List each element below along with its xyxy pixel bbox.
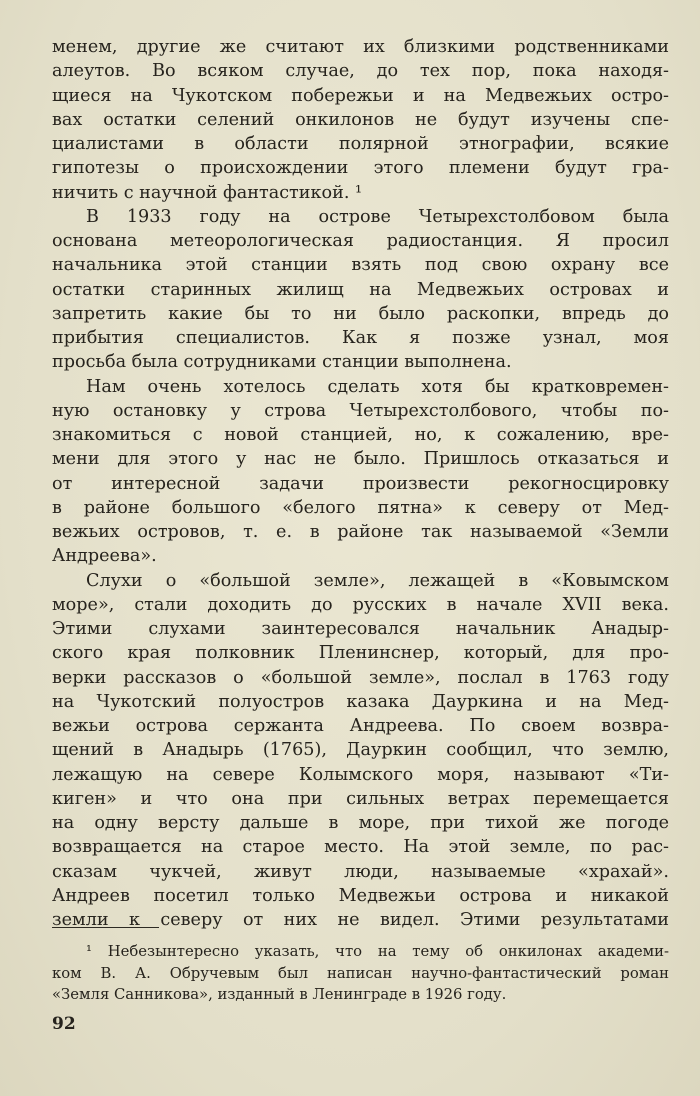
text-line: прибытия специалистов. Как я позже узнал, моя — [52, 328, 669, 348]
text-line: Андреева». — [52, 546, 157, 567]
text-line: Этими слухами заинтересовался начальник Анадыр- — [52, 619, 669, 639]
text-line: запретить какие бы то ни было раскопки, впредь до — [52, 303, 669, 324]
text-line: щиеся на Чукотском побережьи и на Медвежьих остро- — [52, 85, 669, 106]
text-line: возвращается на старое место. На этой земле, по рас- — [52, 837, 669, 858]
text-line: вежьи острова сержанта Андреева. По своем возвра- — [52, 716, 669, 736]
text-line: вах остатки селений онкилонов не будут изучены спе- — [52, 109, 669, 130]
text-line: ную остановку у строва Четырехстолбового, чтобы по- — [52, 400, 669, 421]
text-line: алеутов. Во всяком случае, до тех пор, пока находя- — [52, 61, 669, 82]
footnote — [52, 941, 669, 1006]
text-line: от интересной задачи произвести рекогносцировку — [52, 473, 669, 494]
text-line: менем, другие же считают их близкими родственниками — [52, 37, 669, 57]
text-line: земли к северу от них не видел. Этими результатами — [52, 910, 669, 930]
text-line: Нам очень хотелось сделать хотя бы кратковремен- — [86, 376, 669, 397]
text-line: начальника этой станции взять под свою охрану все — [52, 255, 669, 276]
text-line: гипотезы о происхождении этого племени будут гра- — [52, 158, 669, 179]
text-line: знакомиться с новой станцией, но, к сожалению, вре- — [52, 425, 669, 445]
text-line: вежьих островов, т. е. в районе так называемой «Земли — [52, 522, 669, 542]
text-line: лежащую на севере Колымского моря, называют «Ти- — [52, 764, 669, 785]
text-line: В 1933 году на острове Четырехстолбовом была — [86, 206, 669, 227]
text-line: море», стали доходить до русских в начале XVII века. — [52, 594, 669, 615]
text-line: сказам чукчей, живут люди, называемые «храхай». — [52, 861, 669, 882]
text-line: просьба была сотрудниками станции выполнена. — [52, 352, 512, 373]
page-number: 92 — [52, 1014, 76, 1034]
footnote-divider — [52, 927, 159, 928]
text-line: на Чукотский полуостров казака Дауркина и на Мед- — [52, 691, 669, 712]
text-line: остатки старинных жилищ на Медвежьих островах и — [52, 279, 669, 300]
text-line: циалистами в области полярной этнографии, всякие — [52, 134, 669, 154]
text-line: в районе большого «белого пятна» к северу от Мед- — [52, 497, 669, 518]
footnote-line: «Земля Санникова», изданный в Ленинграде в 1926 году. — [52, 986, 507, 1003]
text-line: ничить с научной фантастикой. ¹ — [52, 182, 363, 203]
text-line: верки рассказов о «большой земле», послал в 1763 году — [52, 667, 669, 688]
text-line: на одну версту дальше в море, при тихой же погоде — [52, 813, 669, 833]
footnote-line: ком В. А. Обручевым был написан научно-фантастический роман — [52, 964, 669, 982]
footnote-line: ¹ Небезынтересно указать, что на тему об онкилонах академи- — [86, 943, 669, 960]
text-line: щений в Анадырь (1765), Дауркин сообщил, что землю, — [52, 740, 669, 761]
text-line: мени для этого у нас не было. Пришлось отказаться и — [52, 449, 669, 470]
text-line: киген» и что она при сильных ветрах перемещается — [52, 788, 669, 809]
text-line: Слухи о «большой земле», лежащей в «Ковымском — [86, 570, 669, 591]
text-line: Андреев посетил только Медвежьи острова и никакой — [52, 885, 669, 906]
text-line: основана метеорологическая радиостанция. Я просил — [52, 231, 669, 251]
body-text — [52, 35, 669, 932]
text-line: ского края полковник Пленинснер, который, для про- — [52, 643, 669, 664]
